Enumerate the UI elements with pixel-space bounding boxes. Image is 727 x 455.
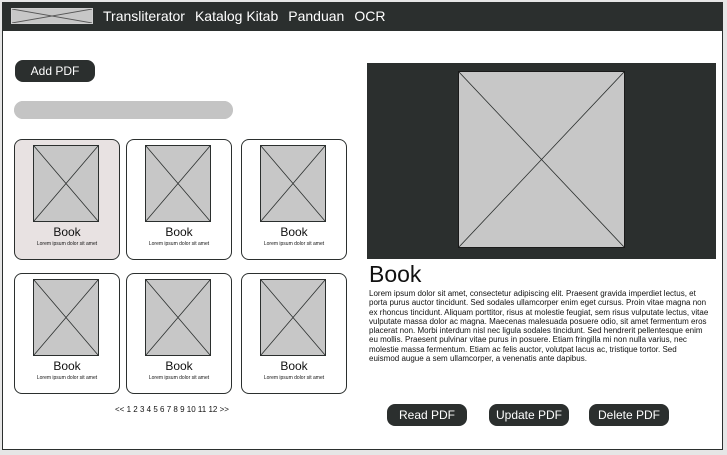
pagination-page[interactable]: 2 [133,405,138,414]
book-cover-icon [458,71,625,248]
add-pdf-button[interactable]: Add PDF [15,60,95,82]
pagination-page[interactable]: 3 [139,405,145,414]
image-placeholder-icon [261,280,325,355]
nav-panduan[interactable]: Panduan [288,8,345,24]
pagination-page[interactable]: 7 [166,405,172,414]
book-thumbnail-icon [145,279,211,356]
book-card-title: Book [165,359,193,373]
delete-pdf-button[interactable]: Delete PDF [589,404,669,426]
image-placeholder-icon [34,280,98,355]
book-card-subtitle: Lorem ipsum dolor sit amet [148,375,210,381]
book-detail-description: Lorem ipsum dolor sit amet, consectetur adipiscing elit. Praesent gravida imperdiet lectus, et porta purus auctor tincidunt. Sed sodales ullamcorper enim eget cursus. Proin vitae magna non ex rhoncus tincidunt. Aliquam porttitor, risus at molestie feugiat, sem risus vulputate lectus, vitae vulputate massa dolor ac magna. Maecenas malesuada posuere odio, sit amet fermentum eros placerat non. Morbi interdum nisl nec ligula sodales tincidunt. Sed hendrerit pellentesque enim eu mollis. Praesent pulvinar vitae purus in posuere. Etiam fringilla mi non nulla varius, nec molestie massa fermentum. Etiam ac felis auctor, volutpat lacus ac, tristique tortor. Sed euismod augue a sem ullamcorper, a venenatis ante dapibus. [369,289,709,364]
book-card-subtitle: Lorem ipsum dolor sit amet [263,375,325,381]
upload-progress-fill [14,101,233,119]
book-card-title: Book [280,225,308,239]
pagination-next[interactable]: >> [219,405,229,414]
book-thumbnail-icon [260,279,326,356]
book-card-subtitle: Lorem ipsum dolor sit amet [263,241,325,247]
pagination-page[interactable]: 6 [160,405,165,414]
logo-placeholder-icon[interactable] [11,8,93,24]
image-placeholder-icon [459,72,624,247]
image-placeholder-icon [146,146,210,221]
nav-ocr[interactable]: OCR [354,8,386,24]
book-card[interactable] [126,139,232,260]
book-thumbnail-icon [145,145,211,222]
book-card-title: Book [165,225,193,239]
main-nav [103,7,385,25]
book-card-title: Book [53,225,81,239]
upload-progress-bar [14,101,233,119]
nav-transliterator[interactable]: Transliterator [103,8,185,24]
pagination-page[interactable]: 1 [126,405,132,414]
book-card-subtitle: Lorem ipsum dolor sit amet [36,375,98,381]
logo-cross-icon [12,9,92,23]
top-navigation-bar [3,3,722,31]
pagination-page[interactable]: 5 [153,405,158,414]
image-placeholder-icon [34,146,98,221]
book-card[interactable] [14,139,120,260]
pagination [115,405,229,415]
book-thumbnail-icon [33,279,99,356]
image-placeholder-icon [146,280,210,355]
book-card-subtitle: Lorem ipsum dolor sit amet [36,241,98,247]
book-card[interactable] [126,273,232,394]
app-window [2,2,723,450]
book-detail-title: Book [369,261,422,287]
pagination-page[interactable]: 12 [208,405,218,414]
pdf-preview-panel [367,63,716,259]
book-card-title: Book [280,359,308,373]
book-card[interactable] [241,139,347,260]
pagination-page[interactable]: 9 [180,405,185,414]
book-thumbnail-icon [33,145,99,222]
book-card[interactable] [14,273,120,394]
read-pdf-button[interactable]: Read PDF [387,404,467,426]
pagination-prev[interactable]: << [115,405,125,414]
update-pdf-button[interactable]: Update PDF [489,404,569,426]
pagination-page[interactable]: 11 [197,405,207,414]
pagination-page[interactable]: 10 [186,405,196,414]
book-card-title: Book [53,359,81,373]
pagination-page[interactable]: 8 [173,405,178,414]
nav-katalog-kitab[interactable]: Katalog Kitab [194,8,279,24]
image-placeholder-icon [261,146,325,221]
book-card-subtitle: Lorem ipsum dolor sit amet [148,241,210,247]
pagination-page[interactable]: 4 [146,405,152,414]
book-thumbnail-icon [260,145,326,222]
book-card[interactable] [241,273,347,394]
